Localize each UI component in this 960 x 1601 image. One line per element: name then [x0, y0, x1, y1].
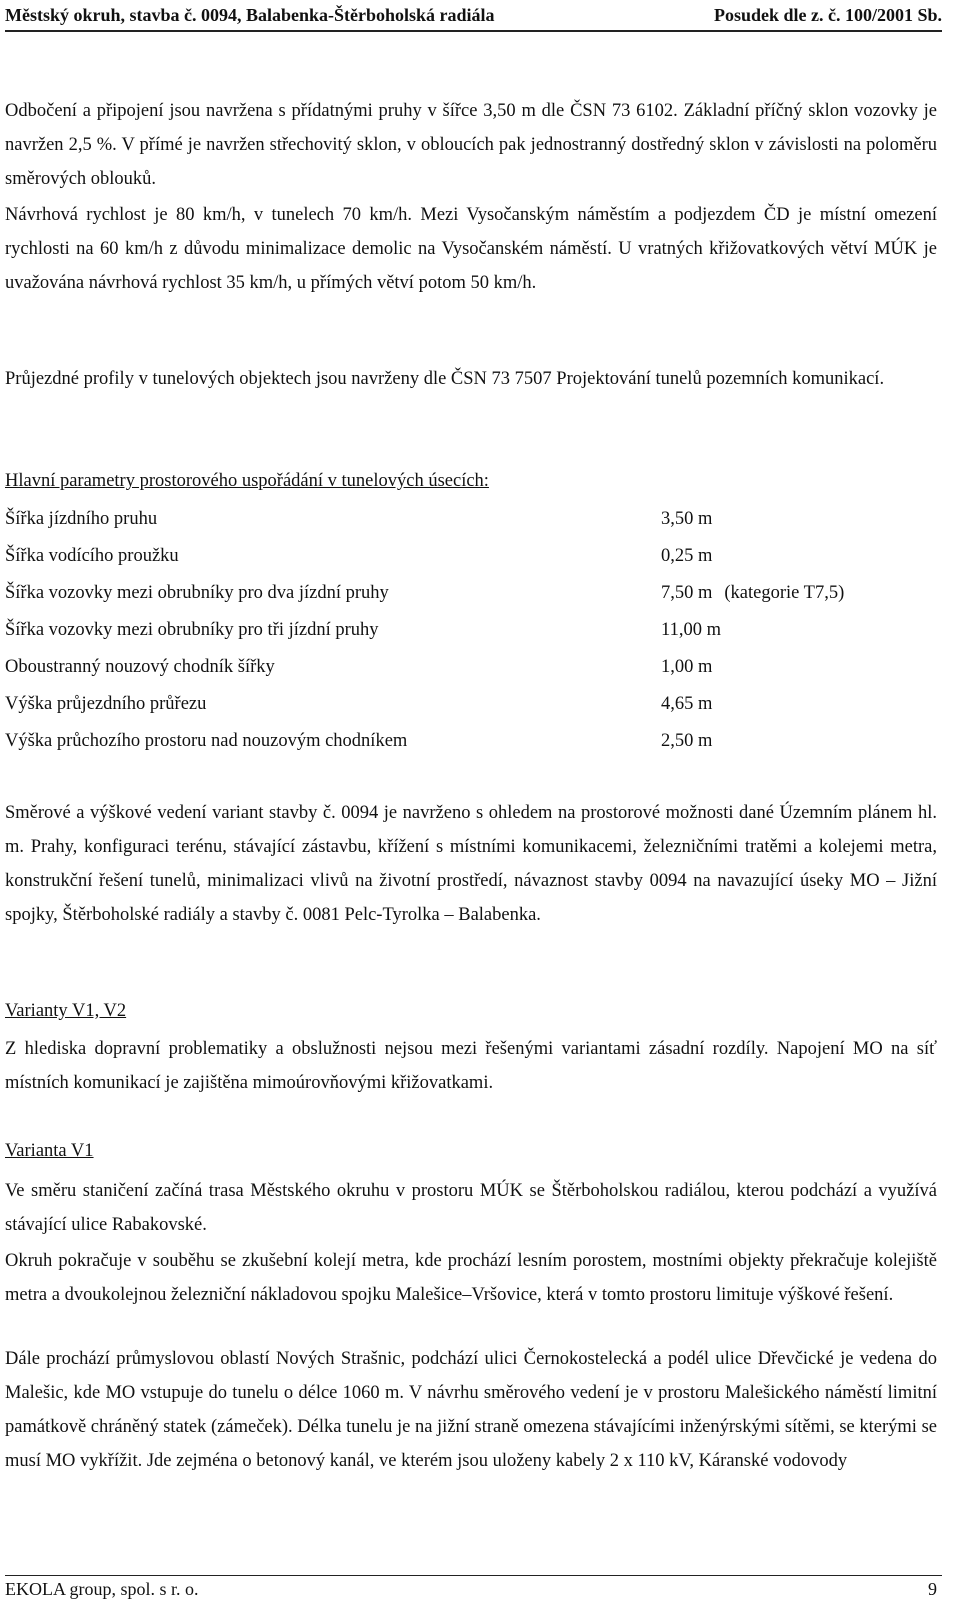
- variants-heading: Varianty V1, V2: [5, 1001, 127, 1021]
- page-header: [5, 4, 942, 26]
- param-row: [5, 724, 942, 758]
- param-row: [5, 502, 942, 536]
- paragraph-v1-start: Ve směru staničení začíná trasa Městského okruhu v prostoru MÚK se Štěrboholskou radiálou, kterou podchází a využívá stávající ulice Rabakovské.: [5, 1181, 937, 1235]
- header-divider: [5, 30, 942, 32]
- param-value: 2,50 m: [661, 731, 713, 751]
- param-label: Šířka vodícího proužku: [5, 546, 179, 566]
- param-row: [5, 687, 942, 721]
- footer-divider: [5, 1575, 942, 1576]
- param-value: 7,50 m (kategorie T7,5): [661, 583, 845, 603]
- param-label: Výška průjezdního průřezu: [5, 694, 207, 714]
- variant-v1-heading: Varianta V1: [5, 1141, 94, 1161]
- param-row: [5, 539, 942, 573]
- paragraph-lanes: Odbočení a připojení jsou navržena s přídatnými pruhy v šířce 3,50 m dle ČSN 73 6102. Základní příčný sklon vozovky je navržen 2,5 %. V přímé je navržen střechovitý sklon, v obloucích pak jednostranný dostředný sklon v závislosti na poloměru směrových oblouků.: [5, 101, 937, 189]
- param-label: Výška průchozího prostoru nad nouzovým chodníkem: [5, 731, 408, 751]
- paragraph-alignment: Směrové a výškové vedení variant stavby č. 0094 je navrženo s ohledem na prostorové možnosti dané Územním plánem hl. m. Prahy, konfiguraci terénu, stávající zástavbu, křížení s místními komunikacemi, železničními tratěmi a kolejemi metra, konstrukční řešení tunelů, minimalizaci vlivů na životní prostředí, návaznost stavby 0094 na navazující úseky MO – Jižní spojky, Štěrboholské radiály a stavby č. 0081 Pelc-Tyrolka – Balabenka.: [5, 803, 937, 925]
- param-value: 4,65 m: [661, 694, 713, 714]
- param-label: Šířka vozovky mezi obrubníky pro tři jízdní pruhy: [5, 620, 379, 640]
- header-title: Městský okruh, stavba č. 0094, Balabenka-Štěrboholská radiála: [5, 5, 495, 25]
- param-row: [5, 613, 942, 647]
- page-number: 9: [928, 1579, 937, 1599]
- footer-company: EKOLA group, spol. s r. o.: [5, 1579, 199, 1599]
- param-value: 1,00 m: [661, 657, 713, 677]
- paragraph-variants: Z hlediska dopravní problematiky a obslužnosti nejsou mezi řešenými variantami zásadní rozdíly. Napojení MO na síť místních komunikací je zajištěna mimoúrovňovými křižovatkami.: [5, 1039, 937, 1093]
- param-label: Oboustranný nouzový chodník šířky: [5, 657, 275, 677]
- param-label: Šířka vozovky mezi obrubníky pro dva jízdní pruhy: [5, 583, 389, 603]
- param-label: Šířka jízdního pruhu: [5, 509, 158, 529]
- param-value: 11,00 m: [661, 620, 721, 640]
- paragraph-v1-continue: Okruh pokračuje v souběhu se zkušební kolejí metra, kde prochází lesním porostem, mostními objekty překračuje kolejiště metra a dvoukolejnou železniční nákladovou spojku Malešice–Vršovice, která v tomto prostoru limituje výškové řešení.: [5, 1251, 937, 1305]
- params-heading: Hlavní parametry prostorového uspořádání v tunelových úsecích:: [5, 471, 489, 491]
- param-value: 0,25 m: [661, 546, 713, 566]
- param-row: [5, 576, 942, 610]
- param-row: [5, 650, 942, 684]
- page-footer: [5, 1578, 937, 1600]
- param-note: (kategorie T7,5): [724, 583, 845, 603]
- paragraph-v1-tunnel: Dále prochází průmyslovou oblastí Nových Strašnic, podchází ulici Černokostelecká a podél ulice Dřevčické je vedena do Malešic, kde MO vstupuje do tunelu o délce 1060 m. V návrhu směrového vedení je v prostoru Malešického náměstí limitní památkově chráněný statek (zámeček). Délka tunelu je na jižní straně omezena stávajícími inženýrskými sítěmi, se kterými se musí MO vykřížit. Jde zejména o betonový kanál, ve kterém jsou uloženy kabely 2 x 110 kV, Káranské vodovody: [5, 1349, 937, 1471]
- paragraph-speed: Návrhová rychlost je 80 km/h, v tunelech 70 km/h. Mezi Vysočanským náměstím a podjezdem ČD je místní omezení rychlosti na 60 km/h z důvodu minimalizace demolic na Vysočanském náměstí. U vratných křižovatkových větví MÚK je uvažována návrhová rychlost 35 km/h, u přímých větví potom 50 km/h.: [5, 205, 937, 293]
- param-value: 3,50 m: [661, 509, 713, 529]
- header-reference: Posudek dle z. č. 100/2001 Sb.: [713, 5, 942, 25]
- paragraph-profiles: Průjezdné profily v tunelových objektech jsou navrženy dle ČSN 73 7507 Projektování tunelů pozemních komunikací.: [5, 369, 885, 389]
